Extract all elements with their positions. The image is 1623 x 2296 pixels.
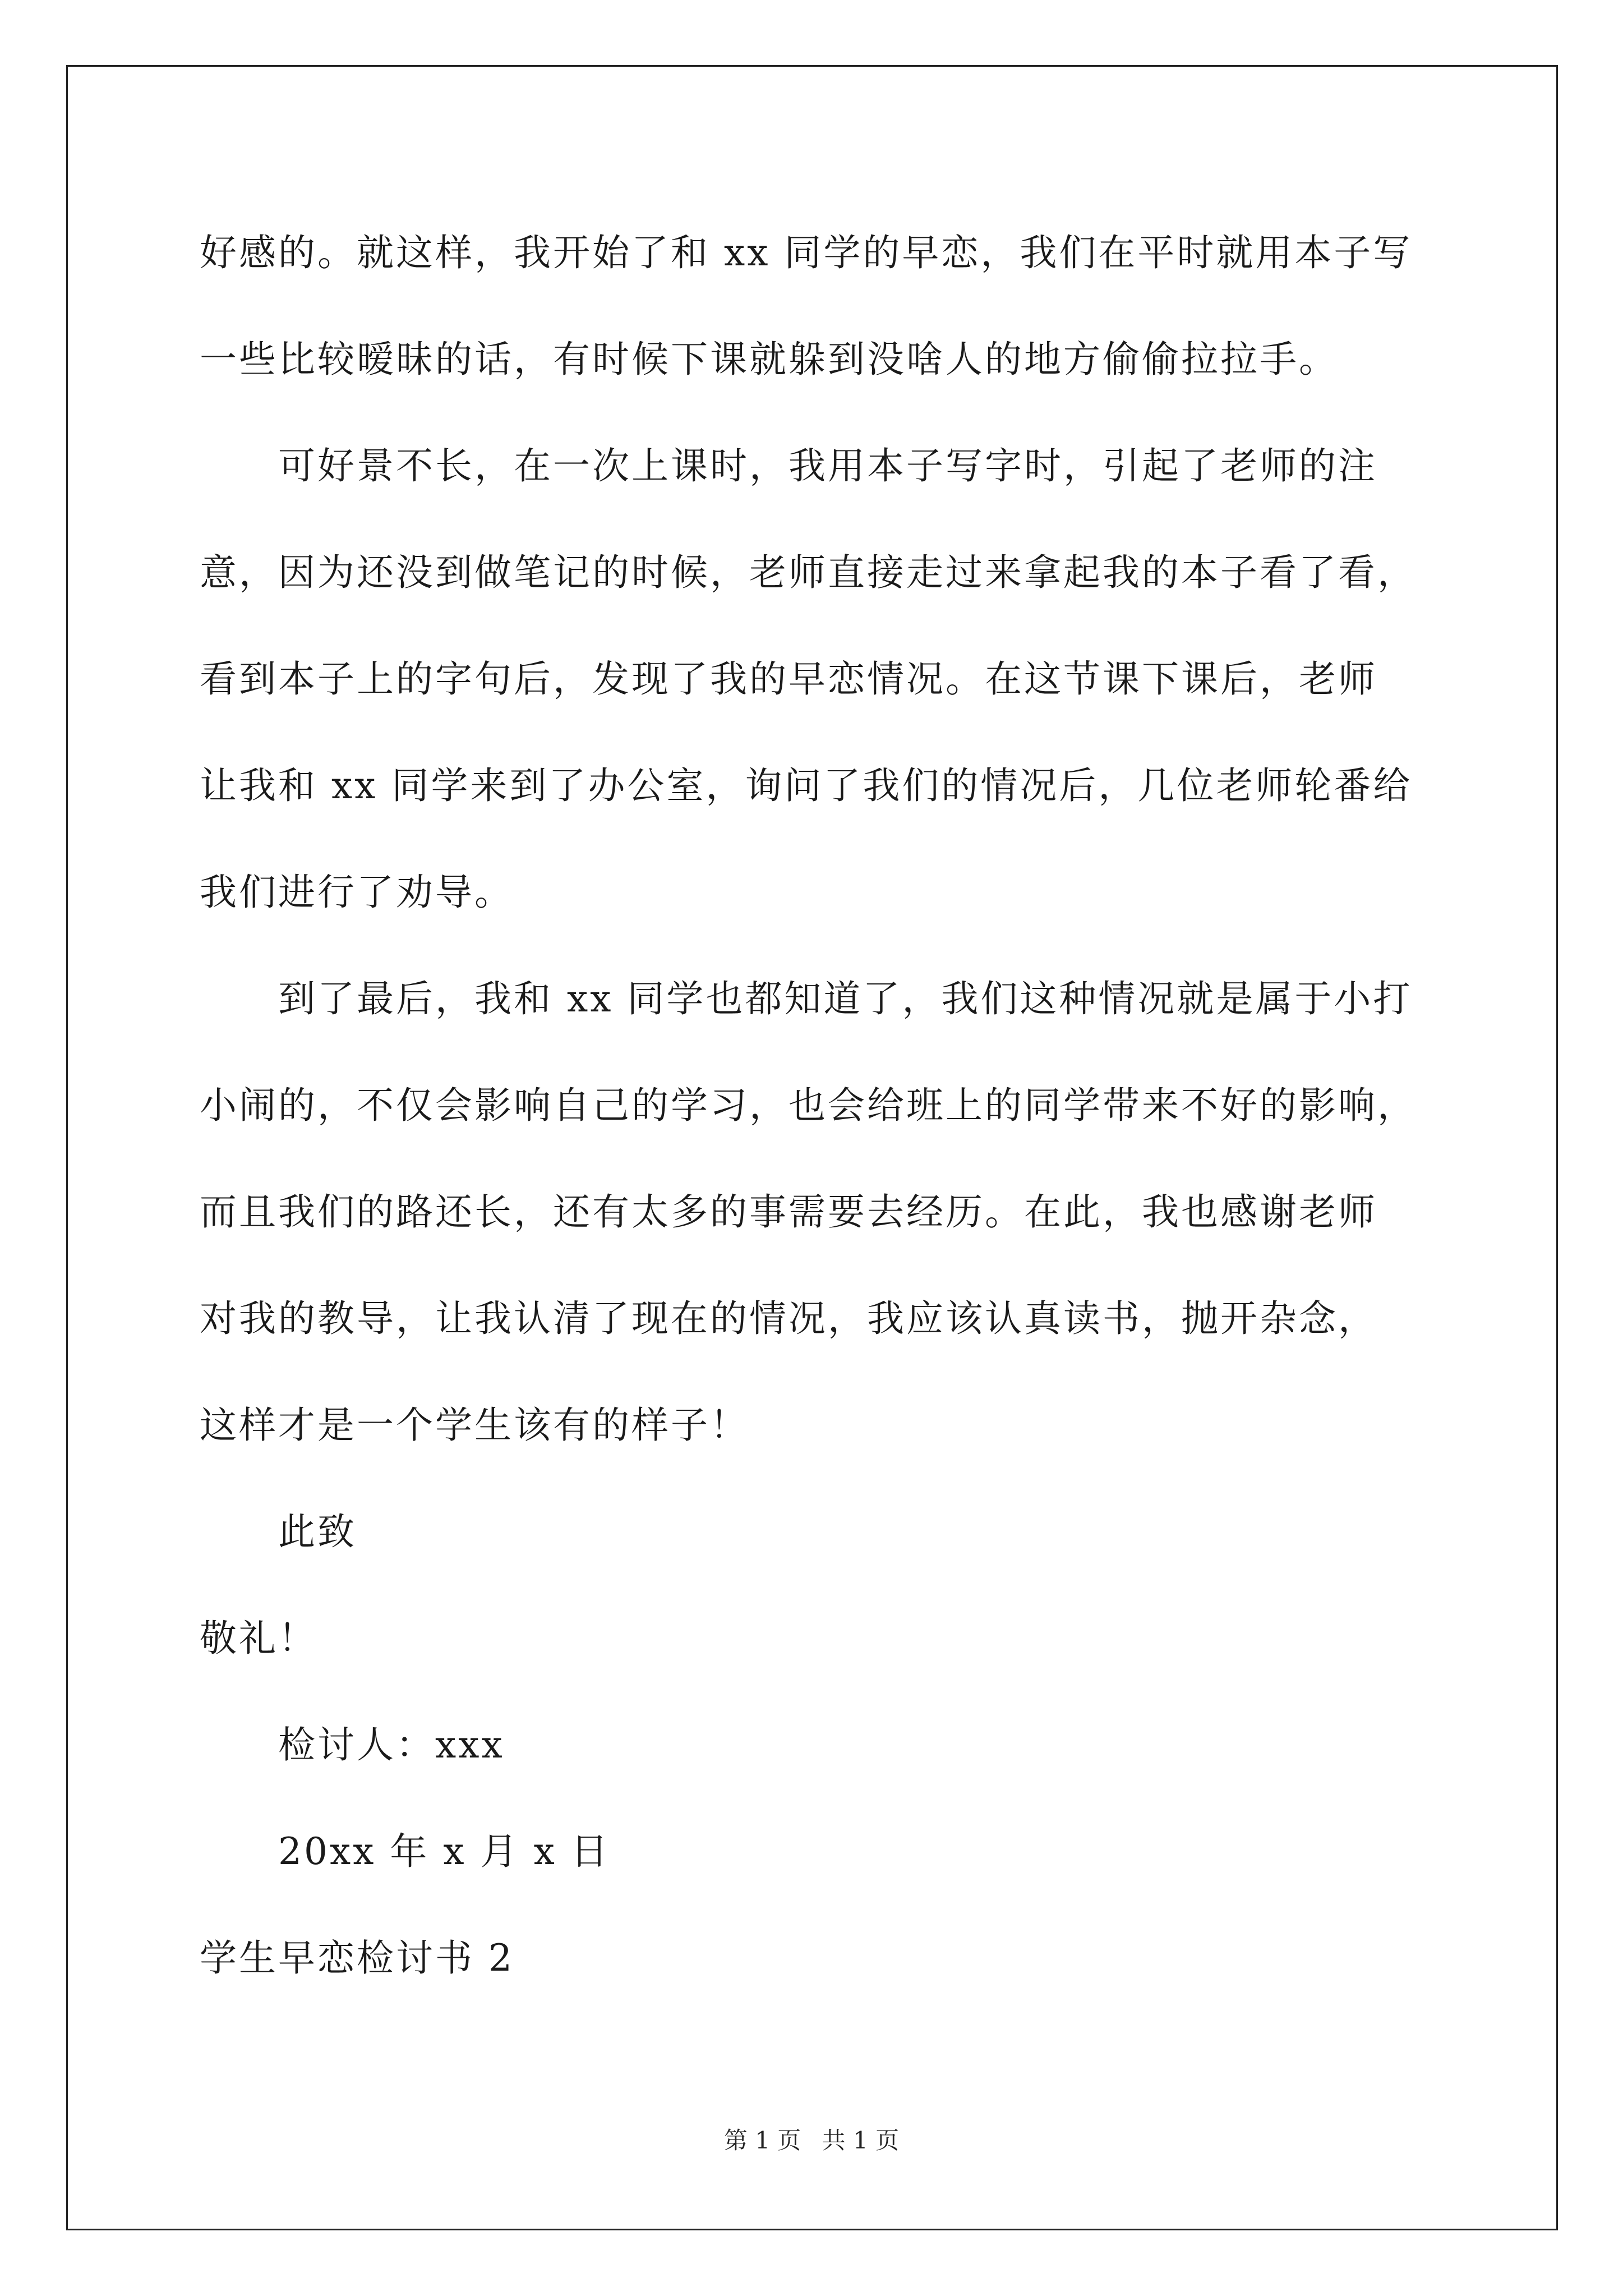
paragraph-line: 我们进行了劝导。 bbox=[200, 871, 514, 914]
page-total: 共 1 页 bbox=[822, 2127, 900, 2154]
paragraph-line: 好感的。就这样，我开始了和 xx 同学的早恋，我们在平时就用本子写 bbox=[200, 231, 1413, 274]
paragraph-line: 而且我们的路还长，还有太多的事需要去经历。在此，我也感谢老师 bbox=[200, 1190, 1377, 1234]
paragraph-line: 一些比较暧昧的话，有时候下课就躲到没啥人的地方偷偷拉拉手。 bbox=[200, 338, 1338, 381]
paragraph-line: 可好景不长，在一次上课时，我用本子写字时，引起了老师的注 bbox=[278, 444, 1377, 487]
section-title: 学生早恋检讨书 2 bbox=[200, 1936, 514, 1980]
closing-regards: 敬礼！ bbox=[200, 1617, 317, 1660]
page-border bbox=[66, 65, 1558, 2230]
page-footer bbox=[0, 2129, 1623, 2152]
paragraph-line: 看到本子上的字句后，发现了我的早恋情况。在这节课下课后，老师 bbox=[200, 657, 1377, 701]
closing-salutation: 此致 bbox=[278, 1510, 357, 1553]
paragraph-line: 这样才是一个学生该有的样子！ bbox=[200, 1404, 749, 1447]
page-number: 第 1 页 bbox=[723, 2127, 801, 2154]
date-line: 20xx 年 x 月 x 日 bbox=[278, 1830, 610, 1873]
paragraph-line: 小闹的，不仅会影响自己的学习，也会给班上的同学带来不好的影响， bbox=[200, 1084, 1417, 1127]
paragraph-line: 让我和 xx 同学来到了办公室，询问了我们的情况后，几位老师轮番给 bbox=[200, 764, 1413, 807]
paragraph-line: 意，因为还没到做笔记的时候，老师直接走过来拿起我的本子看了看， bbox=[200, 551, 1417, 594]
paragraph-line: 对我的教导，让我认清了现在的情况，我应该认真读书，抛开杂念， bbox=[200, 1297, 1377, 1340]
paragraph-line: 到了最后，我和 xx 同学也都知道了，我们这种情况就是属于小打 bbox=[278, 977, 1413, 1020]
signature-line: 检讨人：xxx bbox=[278, 1723, 505, 1766]
